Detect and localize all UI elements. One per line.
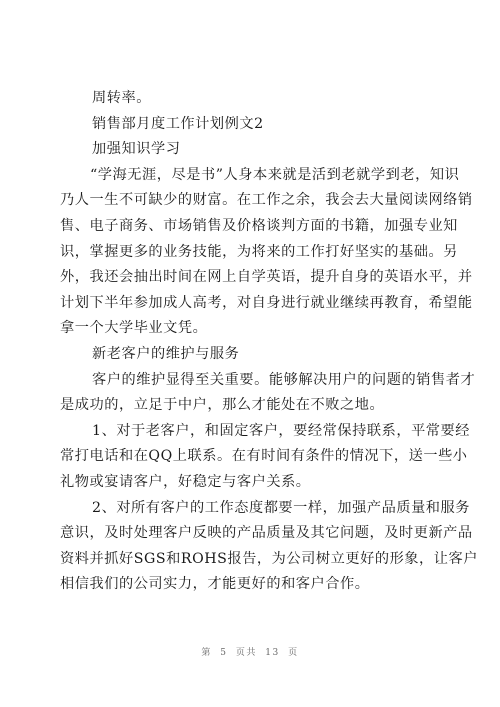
- paragraph-line: 乃人一生不可缺少的财富。在工作之余，我会去大量阅读网络销: [60, 192, 473, 209]
- total-page-count: 13: [265, 648, 280, 658]
- footer-suffix: 页: [288, 648, 299, 658]
- paragraph-line: 售、电子商务、市场销售及价格谈判方面的书籍，加强专业知: [60, 217, 458, 234]
- paragraph-line: 是成功的，立足于中户，那么才能处在不败之地。: [60, 397, 385, 414]
- paragraph-line: 客户的维护显得至关重要。能够解决用户的问题的销售者才: [92, 371, 476, 388]
- paragraph-line: 拿一个大学毕业文凭。: [60, 320, 208, 337]
- paragraph-line: 1、对于老客户，和固定客户，要经常保持联系，平常要经: [92, 422, 471, 439]
- paragraph-line: 2、对所有客户的工作态度都要一样，加强产品质量和服务: [92, 499, 471, 516]
- footer-middle: 页共: [235, 648, 257, 658]
- body-text: [60, 86, 478, 598]
- text-line: 周转率。: [92, 90, 151, 106]
- section-heading: 新老客户的维护与服务: [92, 345, 240, 362]
- section-title: 销售部月度工作计划例文2: [92, 115, 264, 132]
- paragraph-line: 识，掌握更多的业务技能，为将来的工作打好坚实的基础。另: [60, 243, 458, 260]
- paragraph-line: 相信我们的公司实力，才能更好的和客户合作。: [60, 576, 370, 593]
- paragraph-line: 外，我还会抽出时间在网上自学英语，提升自身的英语水平，并: [60, 269, 473, 286]
- paragraph-line: “学海无涯，尽是书”人身本来就是活到老就学到老，知识: [90, 166, 460, 183]
- section-heading: 加强知识学习: [92, 141, 181, 158]
- footer-prefix: 第: [201, 648, 212, 658]
- page-footer: [0, 645, 500, 658]
- current-page-number: 5: [220, 648, 228, 658]
- paragraph-line: 资料并抓好SGS和ROHS报告，为公司树立更好的形象，让客户: [60, 550, 478, 567]
- paragraph-line: 常打电话和在QQ上联系。在有时间有条件的情况下，送一些小: [60, 448, 468, 465]
- paragraph-line: 意识，及时处理客户反映的产品质量及其它问题，及时更新产品: [60, 525, 473, 542]
- paragraph-line: 礼物或宴请客户，好稳定与客户关系。: [60, 473, 311, 490]
- paragraph-line: 计划下半年参加成人高考，对自身进行就业继续再教育，希望能: [60, 294, 473, 311]
